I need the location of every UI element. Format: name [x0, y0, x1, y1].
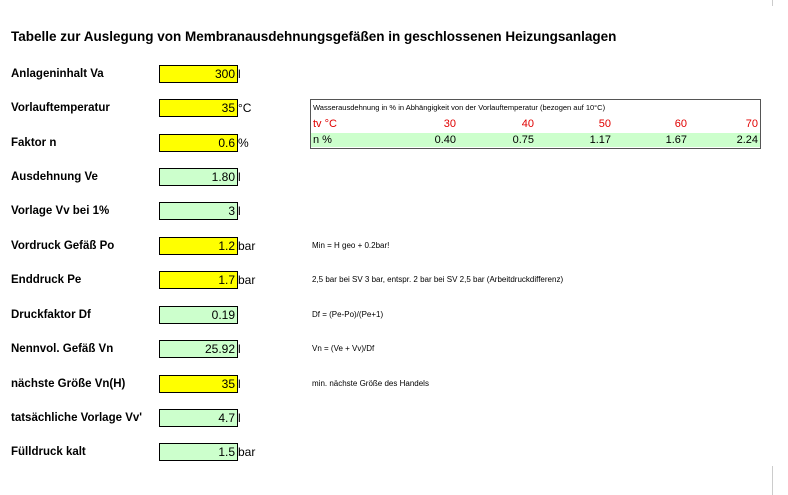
parameter-unit: l — [238, 342, 241, 356]
parameter-input-cell[interactable]: 35 — [159, 375, 238, 393]
temperature-cell: 50 — [598, 118, 611, 130]
divider-line — [772, 466, 773, 495]
parameter-input-cell[interactable]: 35 — [159, 99, 238, 117]
parameter-input-cell[interactable]: 300 — [159, 65, 238, 83]
expansion-header: n % — [313, 134, 332, 146]
expansion-cell: 0.75 — [512, 134, 534, 146]
temperature-row — [311, 117, 760, 131]
parameter-input-cell[interactable]: 1.2 — [159, 237, 238, 255]
parameter-result-cell: 25.92 — [159, 340, 238, 358]
expansion-cell: 0.40 — [434, 134, 456, 146]
parameter-label: Vorlage Vv bei 1% — [11, 205, 110, 217]
parameter-label: Druckfaktor Df — [11, 309, 91, 321]
parameter-unit: bar — [238, 239, 256, 253]
parameter-result-cell: 0.19 — [159, 306, 238, 324]
parameter-label: Nennvol. Gefäß Vn — [11, 343, 114, 355]
parameter-unit: °C — [238, 101, 252, 115]
divider-line — [772, 0, 773, 6]
parameter-label: Fülldruck kalt — [11, 446, 86, 458]
parameter-label: Vorlauftemperatur — [11, 102, 110, 114]
parameter-unit: l — [238, 377, 241, 391]
parameter-result-cell: 3 — [159, 202, 238, 220]
temperature-cell: 40 — [521, 118, 534, 130]
temperature-header: tv °C — [313, 118, 337, 130]
temperature-cell: 30 — [443, 118, 456, 130]
parameter-note: Vn = (Ve + Vv)/Df — [312, 344, 375, 353]
parameter-unit: l — [238, 204, 241, 218]
parameter-row — [0, 271, 788, 289]
parameter-result-cell: 1.80 — [159, 168, 238, 186]
parameter-row — [0, 168, 788, 186]
expansion-cell: 1.17 — [589, 134, 611, 146]
temperature-cell: 60 — [674, 118, 687, 130]
parameter-result-cell: 1.5 — [159, 443, 238, 461]
parameter-row — [0, 340, 788, 358]
expansion-table — [310, 99, 761, 149]
parameter-unit: l — [238, 411, 241, 425]
parameter-row — [0, 202, 788, 220]
parameter-label: Vordruck Gefäß Po — [11, 240, 115, 252]
parameter-unit: % — [238, 136, 249, 150]
parameter-row — [0, 409, 788, 427]
temperature-cell: 70 — [745, 118, 758, 130]
parameter-label: Faktor n — [11, 137, 57, 149]
parameter-input-cell[interactable]: 1.7 — [159, 271, 238, 289]
parameter-note: 2,5 bar bei SV 3 bar, entspr. 2 bar bei SV 2,5 bar (Arbeitdruckdifferenz) — [312, 275, 564, 284]
parameter-label: nächste Größe Vn(H) — [11, 378, 126, 390]
parameter-row — [0, 237, 788, 255]
parameter-row — [0, 443, 788, 461]
parameter-label: Enddruck Pe — [11, 274, 82, 286]
parameter-label: Ausdehnung Ve — [11, 171, 98, 183]
expansion-row — [311, 133, 760, 147]
parameter-note: Df = (Pe-Po)/(Pe+1) — [312, 310, 384, 319]
parameter-label: Anlageninhalt Va — [11, 68, 104, 80]
parameter-row — [0, 306, 788, 324]
parameter-unit: l — [238, 170, 241, 184]
expansion-cell: 1.67 — [665, 134, 687, 146]
parameter-note: Min = H geo + 0.2bar! — [312, 241, 390, 250]
expansion-cell: 2.24 — [736, 134, 758, 146]
expansion-table-caption: Wasserausdehnung in % in Abhängigkeit von der Vorlauftemperatur (bezogen auf 10°C) — [313, 103, 606, 112]
page-title: Tabelle zur Auslegung von Membranausdehnungsgefäßen in geschlossenen Heizungsanlagen — [11, 29, 617, 44]
parameter-unit: bar — [238, 445, 256, 459]
parameter-input-cell[interactable]: 0.6 — [159, 134, 238, 152]
parameter-result-cell: 4.7 — [159, 409, 238, 427]
parameter-label: tatsächliche Vorlage Vv' — [11, 412, 142, 424]
parameter-unit: l — [238, 67, 241, 81]
parameter-note: min. nächste Größe des Handels — [312, 379, 429, 388]
parameter-unit: bar — [238, 273, 256, 287]
parameter-row — [0, 65, 788, 83]
parameter-row — [0, 375, 788, 393]
